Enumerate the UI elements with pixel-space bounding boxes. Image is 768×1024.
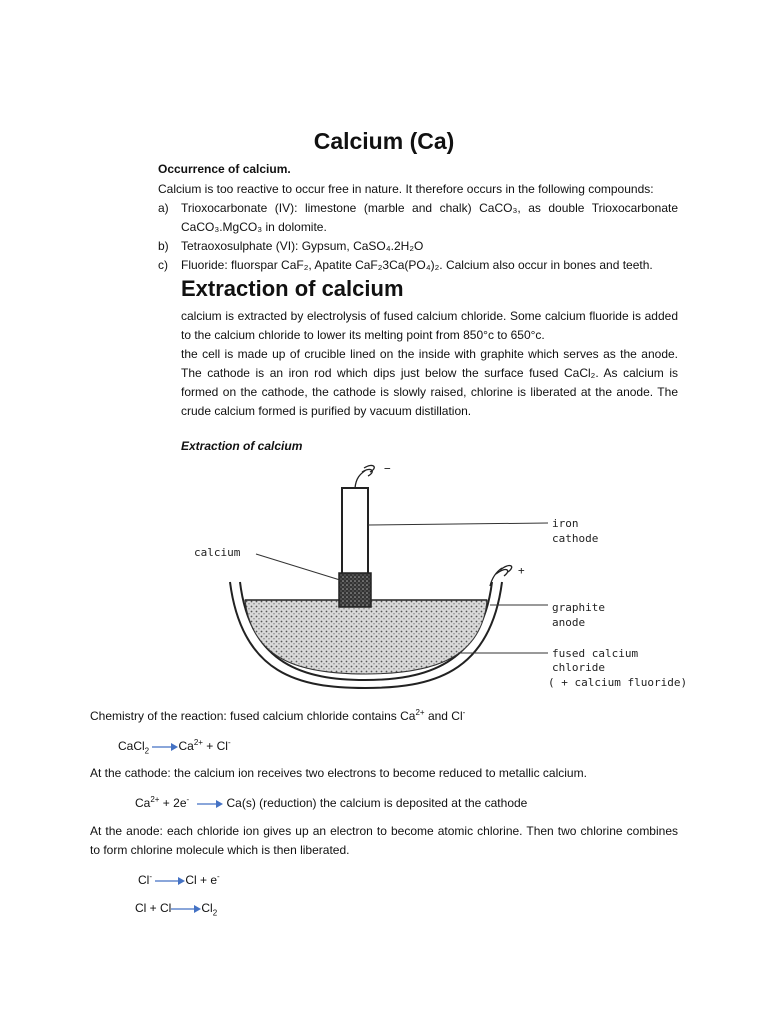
eq-product: Ca(s) (reduction) the calcium is deposited at the cathode	[226, 796, 528, 810]
list-item	[158, 256, 678, 275]
label-chloride: chloride	[552, 661, 605, 674]
cl-charge: -	[462, 708, 466, 717]
chemistry-intro	[90, 708, 465, 723]
eq-reactant: CaCl	[118, 739, 145, 753]
intro-text: Chemistry of the reaction: fused calcium chloride contains Ca	[90, 709, 416, 723]
eq-product: Cl	[201, 901, 213, 915]
reaction-arrow-icon	[152, 743, 178, 751]
label-calcium: calcium	[194, 546, 241, 559]
anode-text: At the anode: each chloride ion gives up an electron to become atomic chlorine. Then two chlorine combines to form chlorine molecule which is then liberated.	[90, 824, 678, 857]
list-item-text: Trioxocarbonate (IV): limestone (marble and chalk) CaCO₃, as double Trioxocarbonate CaCO₃.MgCO₃ in dolomite.	[181, 201, 678, 234]
eq-charge: -	[149, 872, 153, 881]
list-marker: c)	[158, 258, 168, 272]
extraction-body	[181, 307, 678, 421]
iron-rod	[342, 488, 368, 574]
eq-product: Cl + e	[185, 873, 218, 887]
eq-charge: 2+	[150, 795, 160, 804]
eq-charge: -	[227, 738, 231, 747]
list-item	[158, 237, 678, 256]
list-item-text: Fluoride: fluorspar CaF₂, Apatite CaF₂3Ca(PO₄)₂. Calcium also occur in bones and teeth.	[181, 258, 653, 272]
electrolysis-cell-diagram	[190, 460, 720, 700]
eq-reactant: Cl	[138, 873, 150, 887]
eq-reactant: Ca	[135, 796, 151, 810]
eq-reactant: + 2e	[159, 796, 187, 810]
occurrence-intro: Calcium is too reactive to occur free in nature. It therefore occurs in the following compounds:	[158, 182, 654, 196]
equation-oxidation	[138, 872, 220, 887]
equation-reduction	[135, 795, 527, 810]
reaction-arrow-icon	[155, 877, 185, 885]
cathode-text: At the cathode: the calcium ion receives two electrons to become reduced to metallic calcium.	[90, 766, 587, 780]
page-title: Calcium (Ca)	[313, 128, 455, 154]
figure-caption: Extraction of calcium	[181, 439, 303, 453]
eq-subscript: 2	[212, 908, 218, 918]
eq-product: + Cl	[202, 739, 228, 753]
eq-subscript: 2	[144, 746, 150, 756]
eq-charge: 2+	[193, 738, 203, 747]
label-iron: iron	[552, 517, 579, 530]
list-item-text: Tetraoxosulphate (VI): Gypsum, CaSO₄.2H₂O	[181, 239, 424, 253]
label-fused-calcium: fused calcium	[552, 647, 639, 660]
extraction-paragraph-1: calcium is extracted by electrolysis of fused calcium chloride. Some calcium fluoride is added to the calcium chloride to lower its melting point from 850°c to 650°c.	[181, 309, 678, 342]
eq-reactant: Cl + Cl	[135, 901, 172, 915]
reaction-arrow-icon	[171, 905, 201, 913]
negative-terminal-sign: −	[384, 462, 391, 475]
equation-dissociation	[118, 738, 231, 755]
label-cathode: cathode	[552, 532, 599, 545]
fused-electrolyte	[245, 600, 487, 674]
list-item	[158, 199, 678, 237]
reaction-arrow-icon	[197, 800, 223, 808]
positive-terminal-sign: +	[518, 564, 525, 577]
list-marker: a)	[158, 201, 169, 215]
label-graphite: graphite	[552, 601, 605, 614]
equation-combination	[135, 901, 217, 917]
eq-charge: -	[186, 795, 190, 804]
ca-charge: 2+	[415, 708, 425, 717]
eq-charge: -	[217, 872, 220, 881]
occurrence-heading: Occurrence of calcium.	[158, 162, 291, 176]
label-anode: anode	[552, 616, 586, 629]
list-marker: b)	[158, 239, 169, 253]
label-calcium-fluoride: ( + calcium fluoride)	[548, 676, 688, 689]
intro-text-mid: and Cl	[424, 709, 463, 723]
extraction-heading: Extraction of calcium	[181, 276, 404, 301]
extraction-paragraph-2: the cell is made up of crucible lined on the inside with graphite which serves as the anode. The cathode is an iron rod which dips just below the surface fused CaCl₂. As calcium is formed on the cathode, the cathode is slowly raised, chlorine is liberated at the anode. The crude calcium formed is purified by vacuum distillation.	[181, 347, 678, 418]
eq-product: Ca	[178, 739, 194, 753]
calcium-deposit	[339, 573, 371, 607]
